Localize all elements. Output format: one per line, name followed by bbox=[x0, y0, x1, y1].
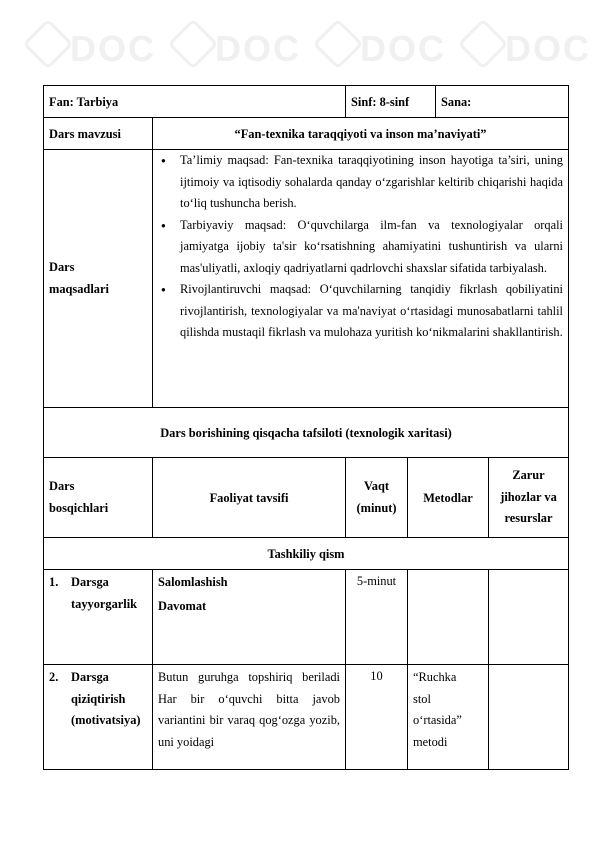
activity-cell bbox=[153, 570, 346, 665]
goals-list bbox=[158, 150, 563, 344]
topic-row bbox=[44, 118, 569, 150]
section-org-title: Tashkiliy qism bbox=[44, 538, 569, 570]
section-org-row bbox=[44, 538, 569, 570]
activity-cell: Butun guruhga topshiriq beriladi Har bir o‘quvchi bitta javob variantini bir varaq qog‘ozga yozib, uni yoidagi bbox=[153, 665, 346, 770]
col-methods: Metodlar bbox=[408, 458, 489, 538]
activity-line2: Davomat bbox=[158, 598, 207, 613]
col-stages bbox=[44, 458, 153, 538]
header-row bbox=[44, 86, 569, 118]
goal-developmental: ● Rivojlantiruvchi maqsad: O‘quvchilarning tanqidiy fikrlash qobiliyatini rivojlantirish, texnologiyalar va ma'naviyat o‘rtasidagi munosabatlarni tahlil qilishda mustaqil fikrlash va mulohaza yuritish ko‘nikmalarini shakllantirish. bbox=[180, 279, 563, 344]
map-title-row bbox=[44, 408, 569, 458]
col-stages-line1: Dars bbox=[49, 479, 75, 493]
map-title: Dars borishining qisqacha tafsiloti (texnologik xaritasi) bbox=[44, 408, 569, 458]
subject-cell: Fan: Tarbiya bbox=[44, 86, 346, 118]
col-time-line1: Vaqt bbox=[363, 479, 390, 493]
topic-title: “Fan-texnika taraqqiyoti va inson maʼnaviyati” bbox=[153, 118, 569, 150]
time-cell: 10 bbox=[346, 665, 408, 770]
method-line: “Ruchka bbox=[413, 670, 457, 684]
lesson-plan-table bbox=[43, 85, 569, 770]
method-line: metodi bbox=[413, 734, 448, 749]
col-time-line2: (minut) bbox=[356, 500, 397, 515]
column-header-row bbox=[44, 458, 569, 538]
goals-label-line2: maqsadlari bbox=[49, 281, 109, 296]
col-stages-line2: bosqichlari bbox=[49, 500, 109, 515]
date-cell: Sana: bbox=[436, 86, 569, 118]
methods-cell bbox=[408, 570, 489, 665]
method-line: o‘rtasida” bbox=[413, 713, 462, 727]
grade-cell: Sinf: 8-sinf bbox=[346, 86, 436, 118]
goals-content bbox=[153, 150, 569, 408]
goal-educational: ● Ta’limiy maqsad: Fan-texnika taraqqiyotining inson hayotiga ta’siri, uning ijtimoiy va iqtisodiy sohalarda qanday o‘zgarishlar keltirib chiqarishi haqida to‘liq tushuncha berish. bbox=[180, 150, 563, 215]
stage-line2: tayyorgarlik bbox=[71, 596, 138, 611]
goals-label bbox=[44, 150, 153, 408]
col-resources-line2: jihozlar va bbox=[500, 489, 557, 504]
table-row bbox=[44, 570, 569, 665]
stage-line2: qiziqtirish bbox=[71, 691, 126, 706]
activity-line1: Salomlashish bbox=[158, 575, 228, 589]
topic-label: Dars mavzusi bbox=[44, 118, 153, 150]
stage-cell bbox=[44, 570, 153, 665]
col-resources-line3: resurslar bbox=[504, 511, 553, 526]
resources-cell bbox=[489, 665, 569, 770]
watermark: DOC DOC DOC DOC bbox=[0, 18, 595, 78]
table-row bbox=[44, 665, 569, 770]
stage-number: 1. bbox=[49, 575, 59, 589]
col-activity: Faoliyat tavsifi bbox=[153, 458, 346, 538]
method-line: stol bbox=[413, 691, 431, 706]
col-time bbox=[346, 458, 408, 538]
goals-label-line1: Dars bbox=[49, 260, 75, 274]
stage-line3: (motivatsiya) bbox=[71, 713, 141, 727]
goal-upbringing: ● Tarbiyaviy maqsad: O‘quvchilarga ilm-fan va texnologiyalar orqali jamiyatga ijobiy ta'sir ko‘rsatishning ahamiyatini tushuntirish va ularni mas'uliyatli, axloqiy qadriyatlarni qadrlovchi shaxslar sifatida tarbiyalash. bbox=[180, 215, 563, 280]
time-cell: 5-minut bbox=[346, 570, 408, 665]
methods-cell bbox=[408, 665, 489, 770]
resources-cell bbox=[489, 570, 569, 665]
col-resources-line1: Zarur bbox=[512, 468, 545, 483]
stage-line1: Darsga bbox=[71, 575, 109, 589]
col-resources bbox=[489, 458, 569, 538]
stage-number: 2. bbox=[49, 670, 59, 684]
stage-line1: Darsga bbox=[71, 670, 109, 684]
goals-row bbox=[44, 150, 569, 408]
stage-cell bbox=[44, 665, 153, 770]
